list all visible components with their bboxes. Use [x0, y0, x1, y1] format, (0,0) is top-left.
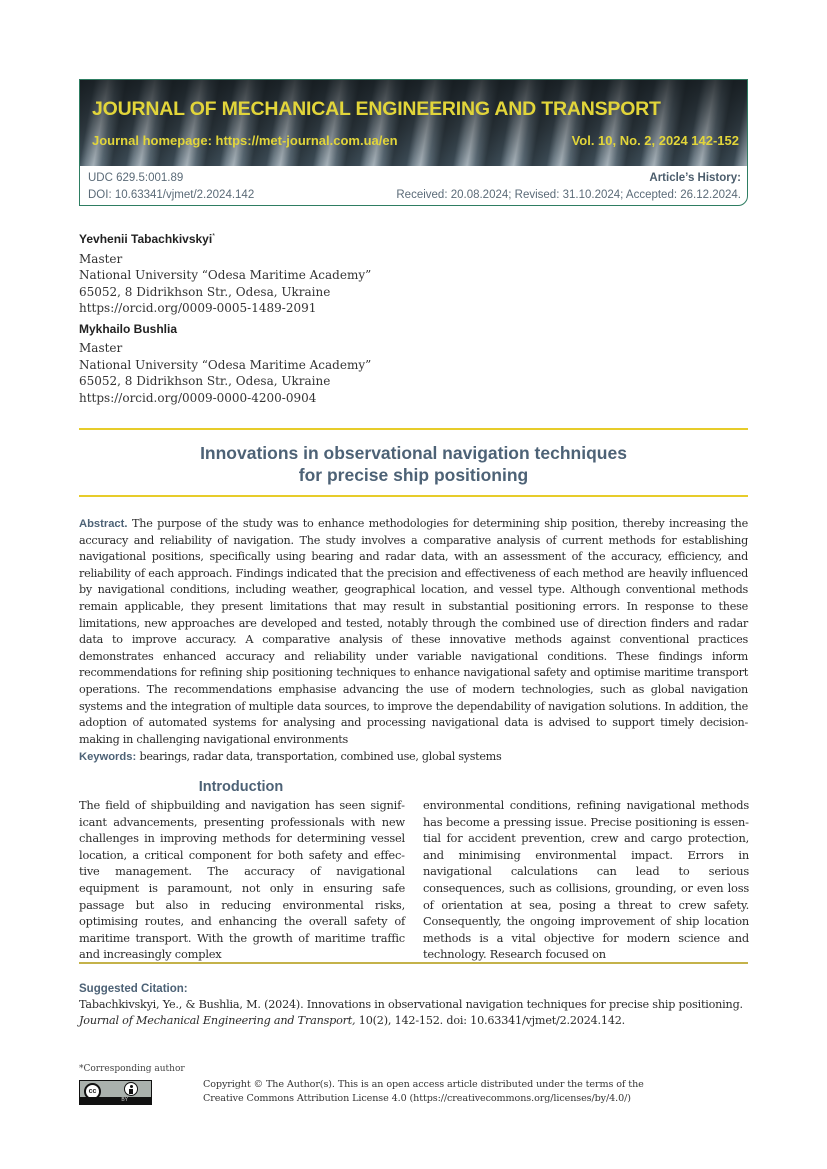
author-orcid-link[interactable]: https://orcid.org/0009-0005-1489-2091 — [79, 301, 317, 315]
keywords-label: Keywords: — [79, 751, 137, 763]
abstract-text: The purpose of the study was to enhance methodologies for determining ship position, thereby increasing the accuracy and reliability of navigation. The study involves a comparative analysis of current methods for establishing navigational positions, specifically using bearing and radar data, with an assessment of the accuracy, efficiency, and reliability of each approach. Findings indicated that the precision and effectiveness of each method are heavily influenced by navigational conditions, including weather, geographical location, and vessel type. Although conventional methods remain applicable, they present limitations that may result in substantial positioning errors. In response to these limitations, new approaches are developed and tested, notably through the combined use of direction finders and radar data to improve accuracy. A comparative analysis of these innovative methods against conventional practices demonstrates enhanced accuracy and reliability under variable navigational conditions. These findings inform recommendations for refining ship positioning techniques to enhance navigational safety and optimise maritime transport operations. The recommendations emphasise advancing the use of modern technologies, such as global navigation systems and the integration of multiple data sources, to improve the dependability of navigation solutions. In addition, the adoption of automated systems for analysing and processing navigational data is advised to support timely decision-making in challenging navigational environments — [79, 517, 748, 746]
by-label: BY — [80, 1097, 151, 1104]
author-address: 65052, 8 Didrikhson Str., Odesa, Ukraine — [79, 374, 331, 388]
corresponding-marker: * — [212, 233, 215, 240]
udc: UDC 629.5:001.89 — [88, 172, 184, 184]
volume-info: Vol. 10, No. 2, 2024 142-152 — [571, 133, 739, 148]
author — [79, 229, 371, 317]
author-list — [79, 229, 371, 406]
article-history — [396, 170, 741, 204]
abstract-label: Abstract. — [79, 518, 128, 530]
author-name: Mykhailo Bushlia — [79, 321, 178, 336]
keywords-text: bearings, radar data, transportation, combined use, global systems — [136, 750, 502, 763]
author-degree: Master — [79, 251, 123, 266]
citation-journal: Journal of Mechanical Engineering and Transport, — [79, 1014, 356, 1027]
body-column-right: environmental conditions, refining navigational methods has become a pressing issue. Precise positioning is essential for accident prevention, crew and cargo protection, and minimising environmental impact. Errors in navigational calculations can lead to serious consequences, such as collisions, grounding, or even loss of orientation at sea, posing a threat to crew safety. Consequently, the ongoing improvement of ship location methods is a vital objective for modern science and technology. Research focused on — [423, 798, 749, 962]
article-title-line: Innovations in observational navigation techniques — [200, 443, 627, 463]
citation-line: Tabachkivskyi, Ye., & Bushlia, M. (2024). Innovations in observational navigation techniques for precise ship positioning. — [79, 998, 743, 1011]
attribution-person-icon — [124, 1082, 138, 1096]
history-label: Article’s History: — [649, 172, 741, 184]
divider — [79, 962, 748, 964]
journal-header — [79, 79, 748, 206]
divider — [79, 495, 748, 497]
journal-banner — [80, 80, 747, 166]
author-degree: Master — [79, 341, 123, 355]
keywords — [79, 750, 501, 763]
creative-commons-icon: cc — [84, 1083, 101, 1100]
license-line: Creative Commons Attribution License 4.0 (https://creativecommons.org/licenses/by/4.0/) — [203, 1093, 631, 1104]
license-line: Copyright © The Author(s). This is an open access article distributed under the terms of the — [203, 1079, 644, 1090]
article-title-line: for precise ship positioning — [298, 465, 529, 485]
abstract — [79, 516, 748, 748]
citation-details: 10(2), 142-152. doi: 10.63341/vjmet/2.2024.142. — [355, 1014, 626, 1027]
author — [79, 321, 371, 407]
author-address: 65052, 8 Didrikhson Str., Odesa, Ukraine — [79, 284, 331, 299]
suggested-citation — [79, 981, 748, 1029]
doi[interactable]: DOI: 10.63341/vjmet/2.2024.142 — [88, 189, 255, 201]
author-affiliation: National University “Odesa Maritime Academy” — [79, 357, 372, 372]
section-heading-introduction: Introduction — [198, 779, 284, 795]
body-column-left: The field of shipbuilding and navigation has seen significant advancements, presenting professionals with new challenges in improving methods for determining vessel location, a critical component for both safety and effective management. The accuracy of navigational equipment is paramount, not only in ensuring safe passage but also in reducing environmental risks, optimising routes, and enhancing the overall safety of maritime transport. With the growth of maritime traffic and increasingly complex — [79, 798, 405, 962]
author-name: Yevhenii Tabachkivskyi — [79, 232, 213, 246]
citation-label: Suggested Citation: — [79, 983, 188, 995]
author-orcid-link[interactable]: https://orcid.org/0009-0000-4200-0904 — [79, 390, 317, 405]
article-title — [79, 442, 748, 486]
cc-by-license-badge[interactable] — [79, 1080, 152, 1105]
journal-title: JOURNAL OF MECHANICAL ENGINEERING AND TRANSPORT — [92, 98, 661, 120]
journal-homepage-link[interactable]: Journal homepage: https://met-journal.com.ua/en — [92, 133, 398, 148]
license-text — [203, 1078, 644, 1106]
history-dates: Received: 20.08.2024; Revised: 31.10.2024; Accepted: 26.12.2024. — [396, 189, 741, 201]
divider — [79, 428, 748, 430]
article-identifiers — [88, 170, 254, 204]
author-affiliation: National University “Odesa Maritime Academy” — [79, 268, 372, 282]
corresponding-author-note: *Corresponding author — [79, 1064, 185, 1074]
